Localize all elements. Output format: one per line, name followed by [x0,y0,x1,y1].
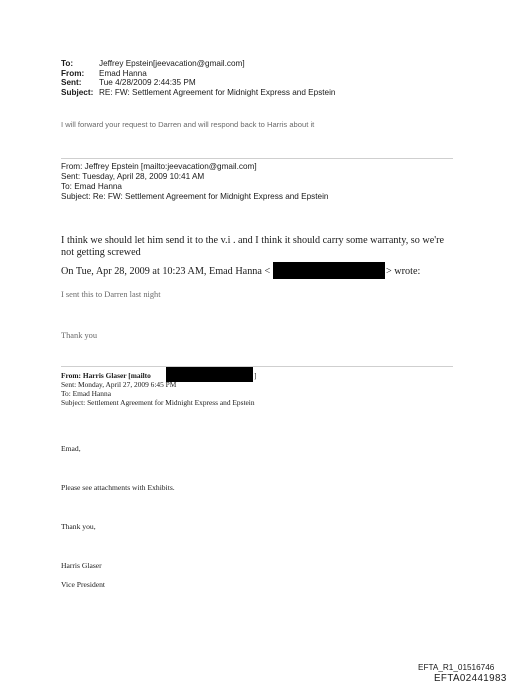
from-label: From: [61,68,85,78]
quoted-subject: Subject: Re: FW: Settlement Agreement for Midnight Express and Epstein [61,192,329,201]
quoted-to: To: Emad Hanna [61,182,122,191]
quoted2-sent: Sent: Monday, April 27, 2009 6:45 PM [61,380,177,389]
thank-you: Thank you [61,331,98,340]
footer-ref-1: EFTA_R1_01516746 [418,663,495,672]
attachments-line: Please see attachments with Exhibits. [61,483,175,492]
greeting: Emad, [61,444,81,453]
sent-label: Sent: [61,78,82,88]
quoted2-to: To: Emad Hanna [61,389,111,398]
quoted2-from-prefix: From: Harris Glaser [mailto [61,371,151,380]
message-line-2: not getting screwed [61,247,141,258]
divider [61,158,453,159]
redaction-box [273,262,385,279]
divider [61,366,453,367]
email-header [61,59,336,97]
quoted2-subject: Subject: Settlement Agreement for Midnight Express and Epstein [61,398,255,407]
header-from [61,69,336,79]
header-subject [61,88,336,98]
header-sent [61,78,336,88]
on-wrote-suffix: > wrote: [386,266,421,277]
subject-value: RE: FW: Settlement Agreement for Midnight Express and Epstein [99,87,336,97]
footer-ref-2: EFTA02441983 [434,673,507,684]
quoted-header-2 [61,380,255,407]
to-label: To: [61,59,74,68]
sent-value: Tue 4/28/2009 2:44:35 PM [99,78,196,88]
to-value: Jeffrey Epstein[jeevacation@gmail.com] [99,59,245,68]
thank-you-2: Thank you, [61,522,96,531]
quoted-header-1 [61,162,328,202]
message-line-1: I think we should let him send it to the v.i . and I think it should carry some warranty, so we're [61,235,445,246]
signature-title: Vice President [61,580,106,589]
subject-label: Subject: [61,87,94,97]
sent-to-darren: I sent this to Darren last night [61,290,161,299]
header-to [61,59,336,69]
on-wrote-prefix: On Tue, Apr 28, 2009 at 10:23 AM, Emad Hanna < [61,266,271,277]
reply-body: I will forward your request to Darren and will respond back to Harris about it [61,120,315,129]
quoted-from: From: Jeffrey Epstein [mailto:jeevacation@gmail.com] [61,162,257,171]
from-value: Emad Hanna [99,68,147,78]
quoted-sent: Sent: Tuesday, April 28, 2009 10:41 AM [61,172,205,181]
message-body [61,235,444,259]
quoted2-from-suffix: ] [254,371,257,380]
signature-name: Harris Glaser [61,561,102,570]
